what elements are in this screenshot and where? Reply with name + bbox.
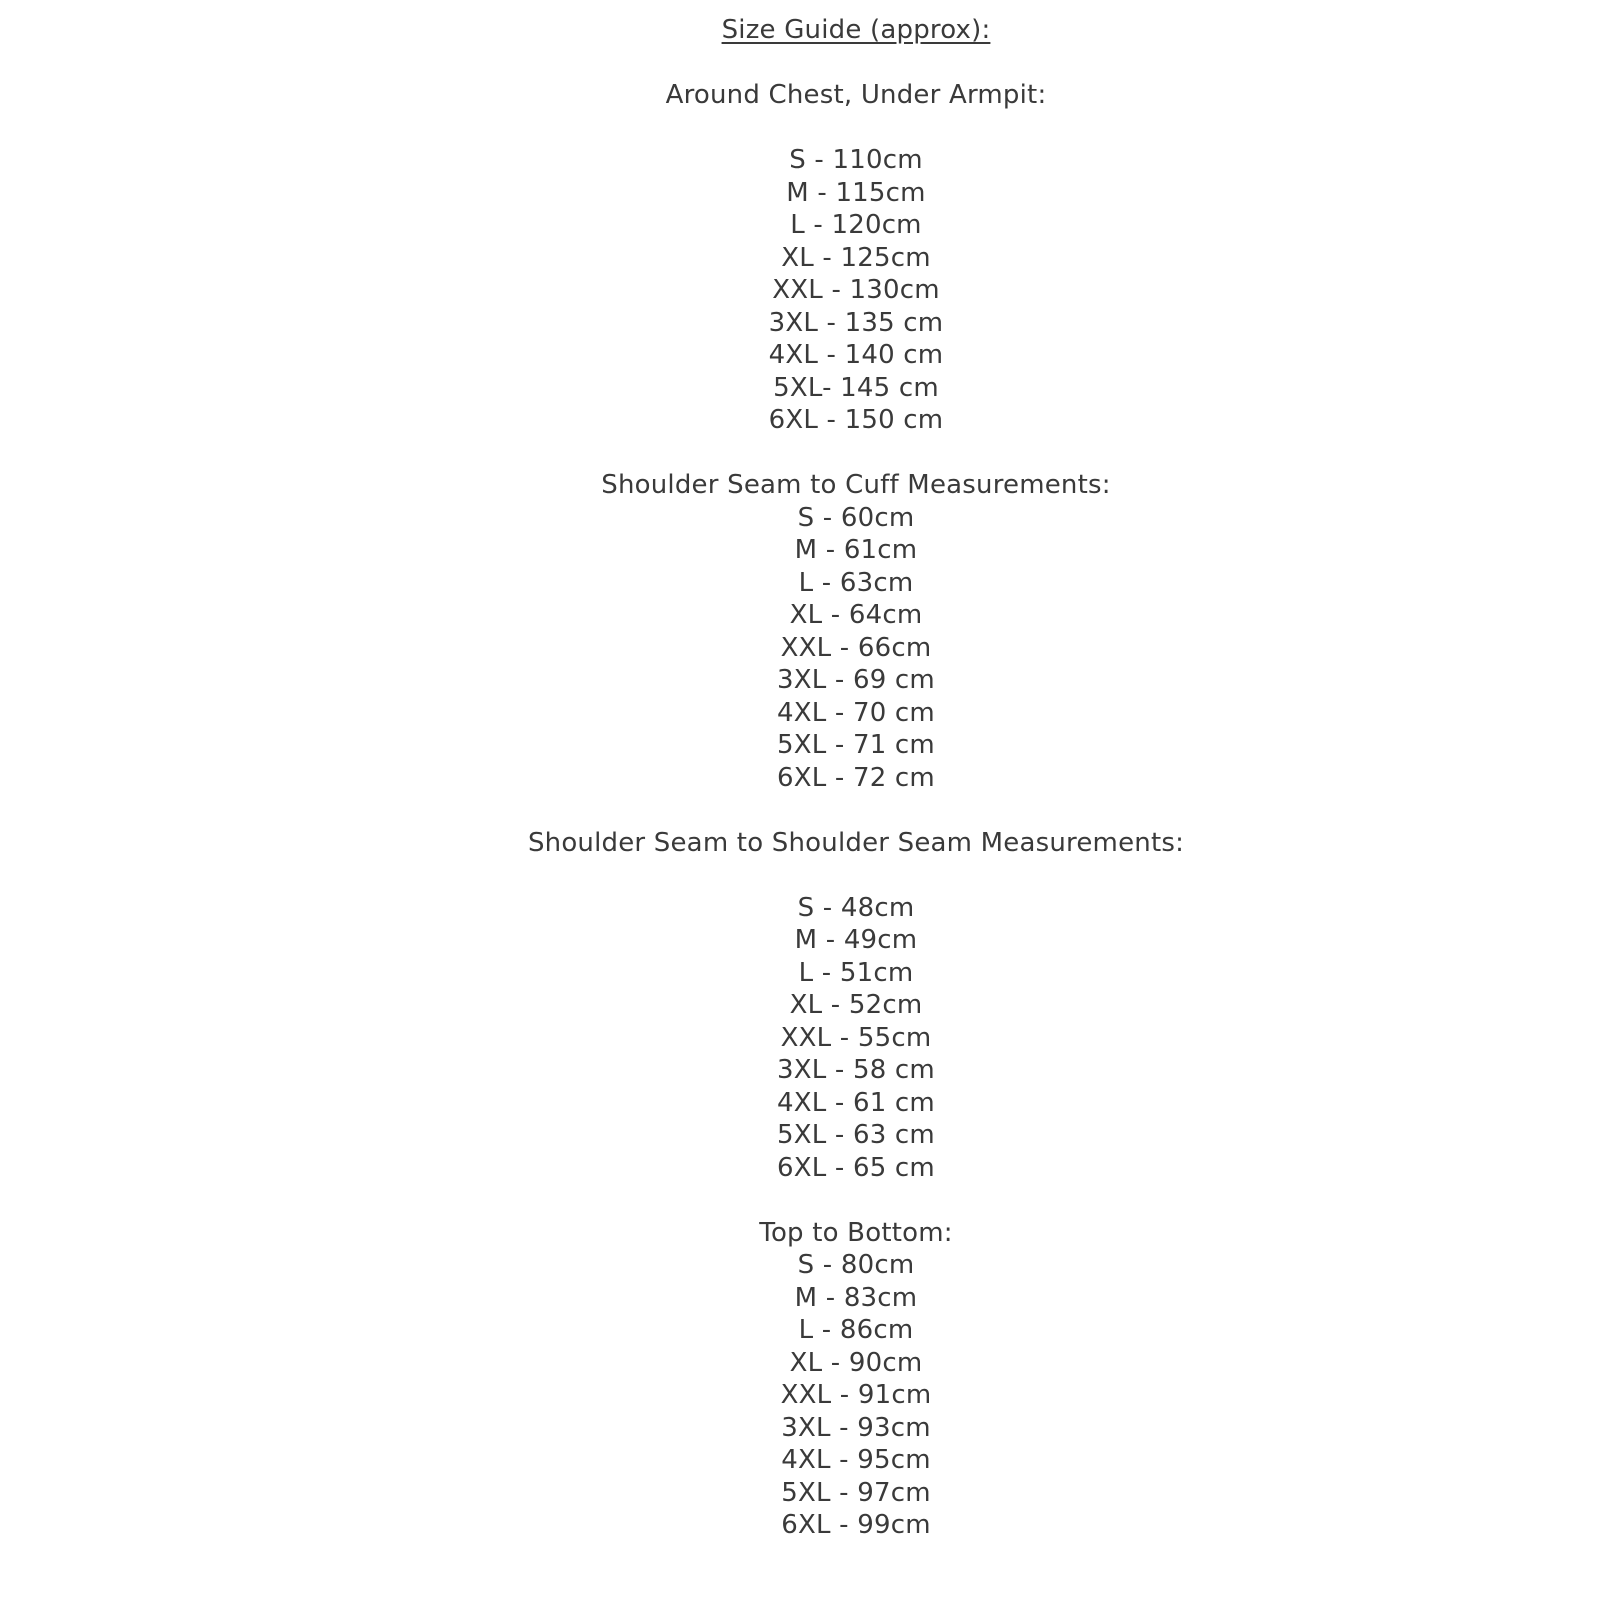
size-row: L - 63cm: [798, 567, 914, 598]
size-row: M - 115cm: [786, 177, 926, 208]
size-row: S - 60cm: [797, 502, 915, 533]
size-row: 3XL - 93cm: [781, 1412, 931, 1443]
section-heading: Shoulder Seam to Cuff Measurements:: [601, 470, 1111, 500]
section-heading: Shoulder Seam to Shoulder Seam Measurements:: [527, 827, 1185, 858]
size-row: 4XL - 70 cm: [777, 697, 935, 728]
size-row: S - 110cm: [789, 145, 923, 175]
size-row: L - 51cm: [798, 957, 914, 988]
size-row: 6XL - 65 cm: [777, 1152, 935, 1183]
size-row: XXL - 91cm: [780, 1380, 932, 1410]
size-row: 4XL - 140 cm: [768, 340, 944, 370]
size-row: XL - 90cm: [789, 1347, 923, 1378]
section-top-to-bottom: [112, 1217, 1600, 1542]
size-guide-title: Size Guide (approx):: [721, 15, 991, 45]
size-row: 4XL - 61 cm: [777, 1087, 935, 1118]
size-row: 3XL - 69 cm: [777, 665, 935, 695]
size-row: M - 83cm: [794, 1282, 918, 1313]
size-row: 5XL - 71 cm: [777, 730, 935, 760]
size-row: 3XL - 135 cm: [768, 307, 944, 338]
section-shoulder-to-cuff: [112, 469, 1600, 794]
section-around-chest: [112, 79, 1600, 437]
size-row: L - 120cm: [790, 210, 922, 240]
section-shoulder-to-shoulder: [112, 827, 1600, 1185]
size-row: L - 86cm: [798, 1315, 914, 1345]
size-row: 4XL - 95cm: [781, 1445, 931, 1475]
size-row: 6XL - 72 cm: [777, 762, 935, 793]
size-row: M - 49cm: [794, 925, 918, 955]
size-row: S - 80cm: [797, 1250, 915, 1280]
section-heading: Top to Bottom:: [759, 1217, 953, 1248]
size-row: XXL - 55cm: [780, 1022, 932, 1053]
size-row: 6XL - 150 cm: [768, 405, 944, 435]
size-row: 5XL - 97cm: [781, 1477, 931, 1508]
size-row: M - 61cm: [794, 535, 918, 565]
size-row: XL - 52cm: [789, 990, 923, 1020]
size-row: 6XL - 99cm: [781, 1510, 931, 1540]
size-row: XL - 64cm: [789, 600, 923, 630]
size-row: S - 48cm: [797, 892, 915, 923]
size-row: 3XL - 58 cm: [777, 1055, 935, 1085]
size-row: 5XL- 145 cm: [773, 372, 939, 403]
size-row: XL - 125cm: [781, 242, 931, 273]
section-heading: Around Chest, Under Armpit:: [665, 80, 1047, 110]
size-row: XXL - 130cm: [772, 275, 940, 305]
size-row: XXL - 66cm: [780, 632, 932, 663]
size-row: 5XL - 63 cm: [777, 1120, 935, 1150]
